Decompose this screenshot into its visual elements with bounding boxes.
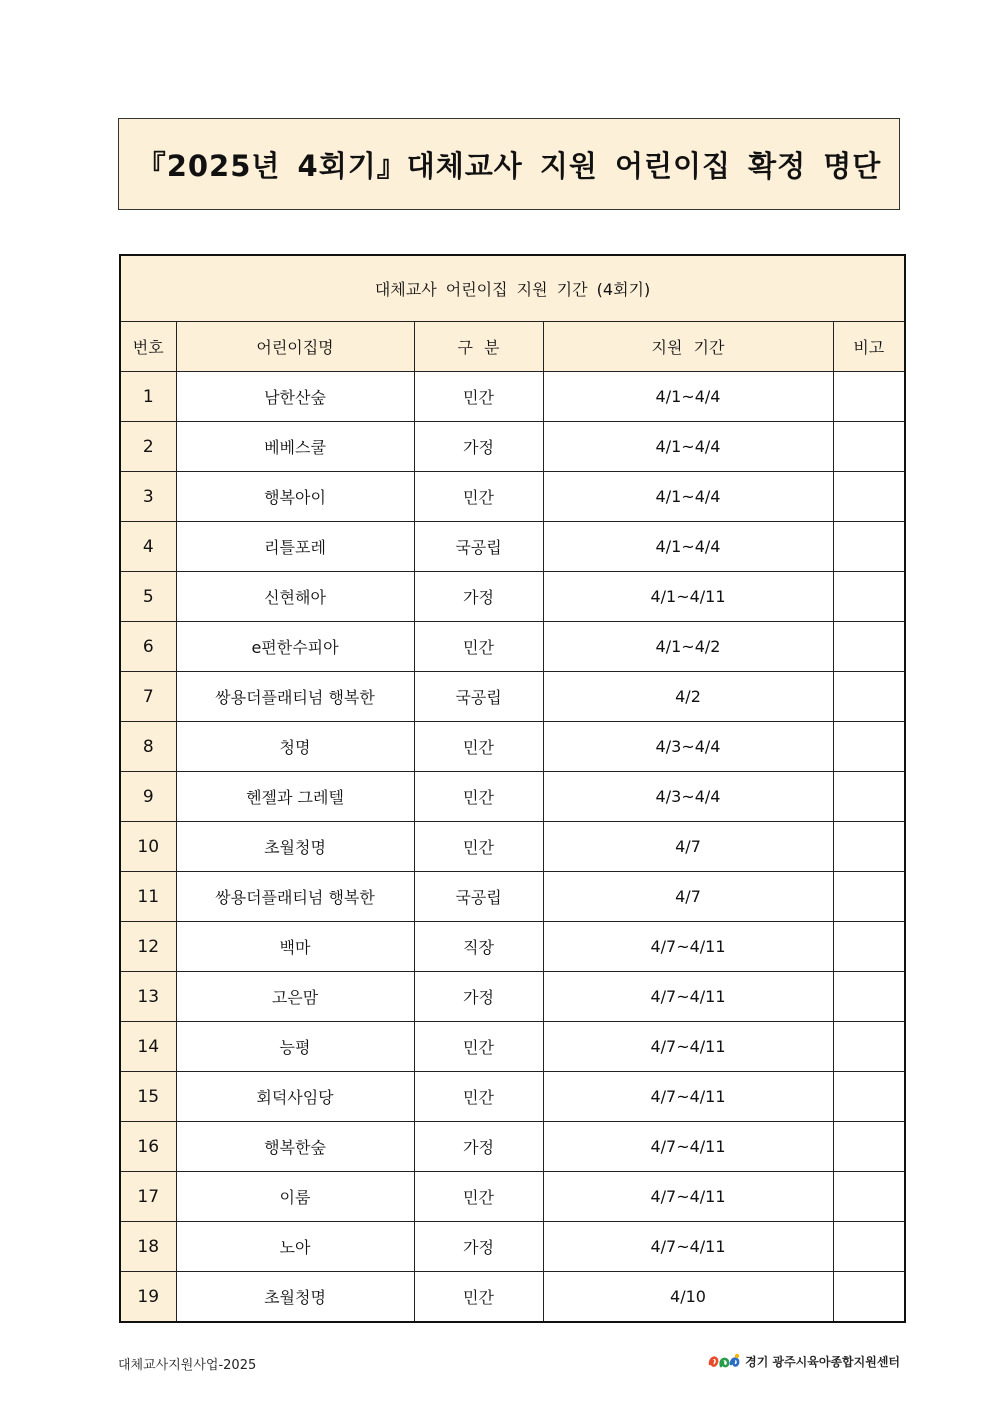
row-daycare-name: 백마 bbox=[176, 922, 414, 972]
header-name: 어린이집명 bbox=[176, 322, 414, 372]
row-period: 4/1~4/4 bbox=[543, 522, 833, 572]
table-row bbox=[120, 922, 905, 972]
row-type: 가정 bbox=[414, 572, 543, 622]
row-note bbox=[833, 422, 905, 472]
row-number: 1 bbox=[120, 372, 176, 422]
row-number: 5 bbox=[120, 572, 176, 622]
row-period: 4/1~4/4 bbox=[543, 422, 833, 472]
title-box bbox=[118, 118, 900, 210]
row-number: 18 bbox=[120, 1222, 176, 1272]
row-number: 4 bbox=[120, 522, 176, 572]
row-number: 2 bbox=[120, 422, 176, 472]
table-row bbox=[120, 422, 905, 472]
table-row bbox=[120, 1172, 905, 1222]
row-note bbox=[833, 722, 905, 772]
row-type: 민간 bbox=[414, 722, 543, 772]
row-number: 9 bbox=[120, 772, 176, 822]
row-period: 4/7~4/11 bbox=[543, 1022, 833, 1072]
row-type: 국공립 bbox=[414, 872, 543, 922]
row-period: 4/7~4/11 bbox=[543, 972, 833, 1022]
row-number: 7 bbox=[120, 672, 176, 722]
row-daycare-name: 고은맘 bbox=[176, 972, 414, 1022]
row-period: 4/3~4/4 bbox=[543, 722, 833, 772]
row-number: 10 bbox=[120, 822, 176, 872]
table-row bbox=[120, 372, 905, 422]
table-row bbox=[120, 1022, 905, 1072]
row-note bbox=[833, 872, 905, 922]
row-type: 가정 bbox=[414, 422, 543, 472]
row-daycare-name: 남한산숲 bbox=[176, 372, 414, 422]
row-daycare-name: 쌍용더플래티넘 행복한 bbox=[176, 872, 414, 922]
roster-table bbox=[119, 254, 906, 1323]
row-daycare-name: 리틀포레 bbox=[176, 522, 414, 572]
table-row bbox=[120, 1222, 905, 1272]
row-daycare-name: 초월청명 bbox=[176, 822, 414, 872]
row-note bbox=[833, 1272, 905, 1323]
row-period: 4/7~4/11 bbox=[543, 1172, 833, 1222]
header-type: 구 분 bbox=[414, 322, 543, 372]
row-number: 16 bbox=[120, 1122, 176, 1172]
row-note bbox=[833, 772, 905, 822]
row-type: 가정 bbox=[414, 972, 543, 1022]
footer-organization-name: 경기 광주시육아종합지원센터 bbox=[745, 1354, 900, 1369]
table-row bbox=[120, 472, 905, 522]
row-type: 민간 bbox=[414, 822, 543, 872]
row-number: 3 bbox=[120, 472, 176, 522]
row-type: 민간 bbox=[414, 472, 543, 522]
row-period: 4/1~4/4 bbox=[543, 372, 833, 422]
table-row bbox=[120, 1272, 905, 1323]
table-row bbox=[120, 1122, 905, 1172]
row-daycare-name: 회덕사임당 bbox=[176, 1072, 414, 1122]
row-type: 가정 bbox=[414, 1122, 543, 1172]
row-type: 민간 bbox=[414, 1272, 543, 1323]
row-daycare-name: 신현해아 bbox=[176, 572, 414, 622]
row-type: 국공립 bbox=[414, 672, 543, 722]
row-daycare-name: e편한수피아 bbox=[176, 622, 414, 672]
table-row bbox=[120, 522, 905, 572]
row-type: 민간 bbox=[414, 622, 543, 672]
row-note bbox=[833, 572, 905, 622]
row-period: 4/3~4/4 bbox=[543, 772, 833, 822]
center-logo-icon bbox=[707, 1352, 741, 1370]
row-note bbox=[833, 372, 905, 422]
row-number: 6 bbox=[120, 622, 176, 672]
row-note bbox=[833, 922, 905, 972]
table-row bbox=[120, 1072, 905, 1122]
row-daycare-name: 초월청명 bbox=[176, 1272, 414, 1323]
row-type: 국공립 bbox=[414, 522, 543, 572]
row-note bbox=[833, 672, 905, 722]
header-note: 비고 bbox=[833, 322, 905, 372]
row-number: 12 bbox=[120, 922, 176, 972]
row-note bbox=[833, 972, 905, 1022]
document-title: 『2025년 4회기』대체교사 지원 어린이집 확정 명단 bbox=[136, 148, 882, 183]
row-period: 4/1~4/2 bbox=[543, 622, 833, 672]
row-daycare-name: 쌍용더플래티넘 행복한 bbox=[176, 672, 414, 722]
row-number: 8 bbox=[120, 722, 176, 772]
row-period: 4/1~4/4 bbox=[543, 472, 833, 522]
row-type: 민간 bbox=[414, 372, 543, 422]
row-number: 19 bbox=[120, 1272, 176, 1323]
row-number: 15 bbox=[120, 1072, 176, 1122]
row-note bbox=[833, 1222, 905, 1272]
row-period: 4/7~4/11 bbox=[543, 1222, 833, 1272]
table-row bbox=[120, 972, 905, 1022]
row-period: 4/1~4/11 bbox=[543, 572, 833, 622]
row-number: 13 bbox=[120, 972, 176, 1022]
row-note bbox=[833, 1022, 905, 1072]
row-type: 직장 bbox=[414, 922, 543, 972]
table-row bbox=[120, 622, 905, 672]
table-row bbox=[120, 772, 905, 822]
row-period: 4/7 bbox=[543, 872, 833, 922]
table-row bbox=[120, 572, 905, 622]
row-number: 11 bbox=[120, 872, 176, 922]
row-note bbox=[833, 622, 905, 672]
row-daycare-name: 헨젤과 그레텔 bbox=[176, 772, 414, 822]
header-number: 번호 bbox=[120, 322, 176, 372]
footer-organization bbox=[707, 1352, 900, 1370]
row-daycare-name: 이룸 bbox=[176, 1172, 414, 1222]
row-daycare-name: 능평 bbox=[176, 1022, 414, 1072]
row-note bbox=[833, 1172, 905, 1222]
row-daycare-name: 청명 bbox=[176, 722, 414, 772]
row-number: 17 bbox=[120, 1172, 176, 1222]
row-period: 4/10 bbox=[543, 1272, 833, 1323]
table-row bbox=[120, 722, 905, 772]
row-daycare-name: 노아 bbox=[176, 1222, 414, 1272]
table-row bbox=[120, 822, 905, 872]
footer-program-label: 대체교사지원사업-2025 bbox=[118, 1358, 257, 1373]
row-period: 4/7~4/11 bbox=[543, 1122, 833, 1172]
row-period: 4/7~4/11 bbox=[543, 922, 833, 972]
row-type: 민간 bbox=[414, 1172, 543, 1222]
row-note bbox=[833, 1072, 905, 1122]
row-daycare-name: 행복아이 bbox=[176, 472, 414, 522]
row-type: 민간 bbox=[414, 772, 543, 822]
row-number: 14 bbox=[120, 1022, 176, 1072]
row-period: 4/7~4/11 bbox=[543, 1072, 833, 1122]
row-period: 4/2 bbox=[543, 672, 833, 722]
table-caption: 대체교사 어린이집 지원 기간 (4회기) bbox=[120, 255, 905, 322]
row-type: 민간 bbox=[414, 1022, 543, 1072]
table-row bbox=[120, 872, 905, 922]
table-row bbox=[120, 672, 905, 722]
row-daycare-name: 행복한숲 bbox=[176, 1122, 414, 1172]
row-type: 가정 bbox=[414, 1222, 543, 1272]
row-note bbox=[833, 822, 905, 872]
row-note bbox=[833, 1122, 905, 1172]
table-header-row bbox=[120, 322, 905, 372]
row-type: 민간 bbox=[414, 1072, 543, 1122]
row-daycare-name: 베베스쿨 bbox=[176, 422, 414, 472]
row-period: 4/7 bbox=[543, 822, 833, 872]
row-note bbox=[833, 522, 905, 572]
row-note bbox=[833, 472, 905, 522]
header-period: 지원 기간 bbox=[543, 322, 833, 372]
